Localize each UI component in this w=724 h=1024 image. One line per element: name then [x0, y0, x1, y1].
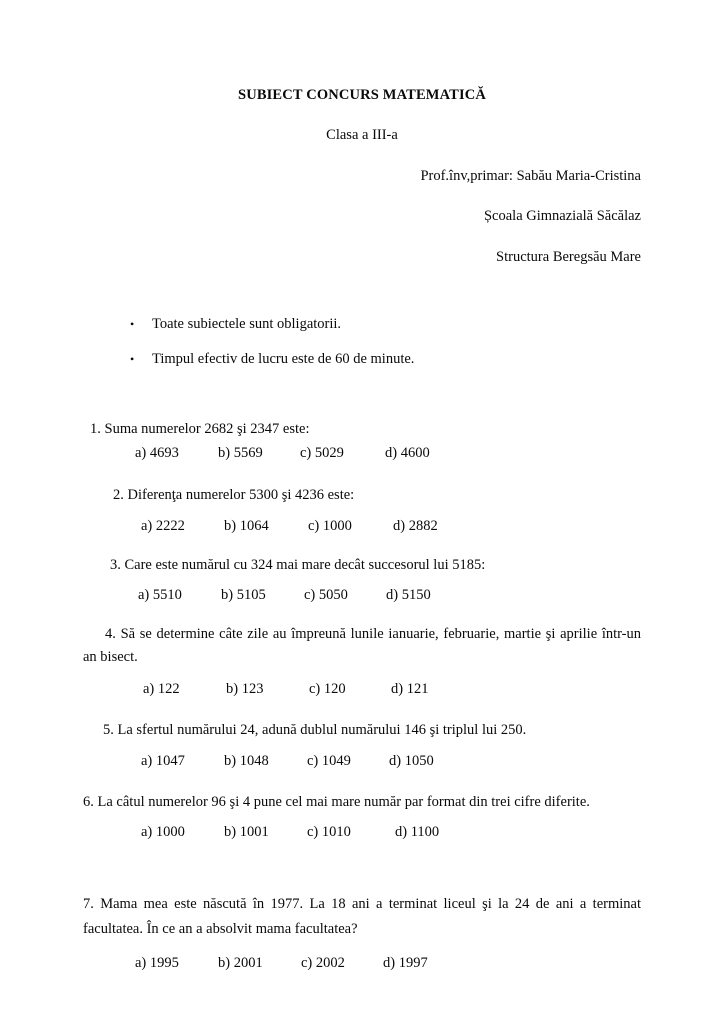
question-3: [83, 538, 641, 607]
option-c[interactable]: c) 1010: [307, 824, 351, 841]
question-1: [83, 387, 641, 465]
question-options: [83, 753, 641, 773]
question-options: [83, 681, 641, 701]
question-text: 4. Să se determine câte zile au împreună lunile ianuarie, februarie, martie şi aprilie într-un an bisect.: [83, 626, 641, 665]
option-d[interactable]: d) 1100: [395, 824, 440, 841]
header-line-structure: Structura Beregsău Mare: [496, 248, 641, 265]
question-options: [83, 518, 641, 538]
document-content: [83, 0, 641, 975]
option-a[interactable]: a) 5510: [138, 587, 182, 604]
option-c[interactable]: c) 1049: [307, 752, 351, 769]
question-text: 1. Suma numerelor 2682 şi 2347 este:: [90, 420, 310, 437]
question-options: [83, 445, 641, 465]
option-a[interactable]: a) 4693: [135, 445, 179, 462]
header-line-teacher: Prof.înv,primar: Sabău Maria-Cristina: [420, 167, 641, 184]
option-a[interactable]: a) 2222: [141, 517, 185, 534]
list-item: [83, 316, 641, 333]
option-c[interactable]: c) 2002: [301, 954, 345, 971]
header-line-school: Școala Gimnazială Săcălaz: [483, 208, 641, 225]
question-options: [83, 824, 641, 844]
option-b[interactable]: b) 1064: [224, 517, 269, 534]
question-text: 5. La sfertul numărului 24, adună dublul numărului 146 şi triplul lui 250.: [103, 722, 527, 739]
option-d[interactable]: d) 4600: [385, 445, 430, 462]
option-d[interactable]: d) 2882: [393, 517, 438, 534]
option-d[interactable]: d) 5150: [386, 587, 431, 604]
option-a[interactable]: a) 1000: [141, 824, 185, 841]
list-item: [83, 351, 641, 368]
question-text: 3. Care este numărul cu 324 mai mare decât succesorul lui 5185:: [110, 556, 486, 573]
page-title: SUBIECT CONCURS MATEMATICĂ: [237, 87, 486, 103]
option-b[interactable]: b) 1048: [224, 752, 269, 769]
instructions-list: [83, 266, 641, 369]
option-b[interactable]: b) 5569: [218, 445, 263, 462]
option-c[interactable]: c) 5029: [300, 445, 344, 462]
question-text: 7. Mama mea este născută în 1977. La 18 ani a terminat liceul şi la 24 de ani a terminat facultatea. În ce an a absolvit mama facultatea?: [83, 896, 641, 938]
option-a[interactable]: a) 1995: [135, 954, 179, 971]
option-c[interactable]: c) 120: [309, 681, 346, 698]
question-text: 6. La câtul numerelor 96 şi 4 pune cel mai mare număr par format din trei cifre diferite.: [83, 793, 590, 810]
option-a[interactable]: a) 122: [143, 681, 180, 698]
option-d[interactable]: d) 1050: [389, 752, 434, 769]
bullet-icon: •: [130, 352, 135, 367]
question-7: [83, 844, 641, 975]
question-options: [83, 955, 641, 975]
option-b[interactable]: b) 1001: [224, 824, 269, 841]
question-4: [83, 607, 641, 701]
question-6: [83, 773, 641, 844]
option-c[interactable]: c) 5050: [304, 587, 348, 604]
question-5: [83, 701, 641, 772]
bullet-icon: •: [130, 316, 135, 331]
option-b[interactable]: b) 5105: [221, 587, 266, 604]
option-b[interactable]: b) 2001: [218, 954, 263, 971]
instruction-label: Timpul efectiv de lucru este de 60 de minute.: [152, 351, 415, 368]
question-2: [83, 465, 641, 537]
option-d[interactable]: d) 1997: [383, 954, 428, 971]
option-c[interactable]: c) 1000: [308, 517, 352, 534]
instruction-label: Toate subiectele sunt obligatorii.: [152, 315, 342, 332]
option-a[interactable]: a) 1047: [141, 752, 185, 769]
option-d[interactable]: d) 121: [391, 681, 429, 698]
question-text: 2. Diferenţa numerelor 5300 şi 4236 este:: [113, 487, 355, 504]
option-b[interactable]: b) 123: [226, 681, 264, 698]
question-options: [83, 587, 641, 607]
document-subtitle: Clasa a III-a: [326, 127, 398, 144]
